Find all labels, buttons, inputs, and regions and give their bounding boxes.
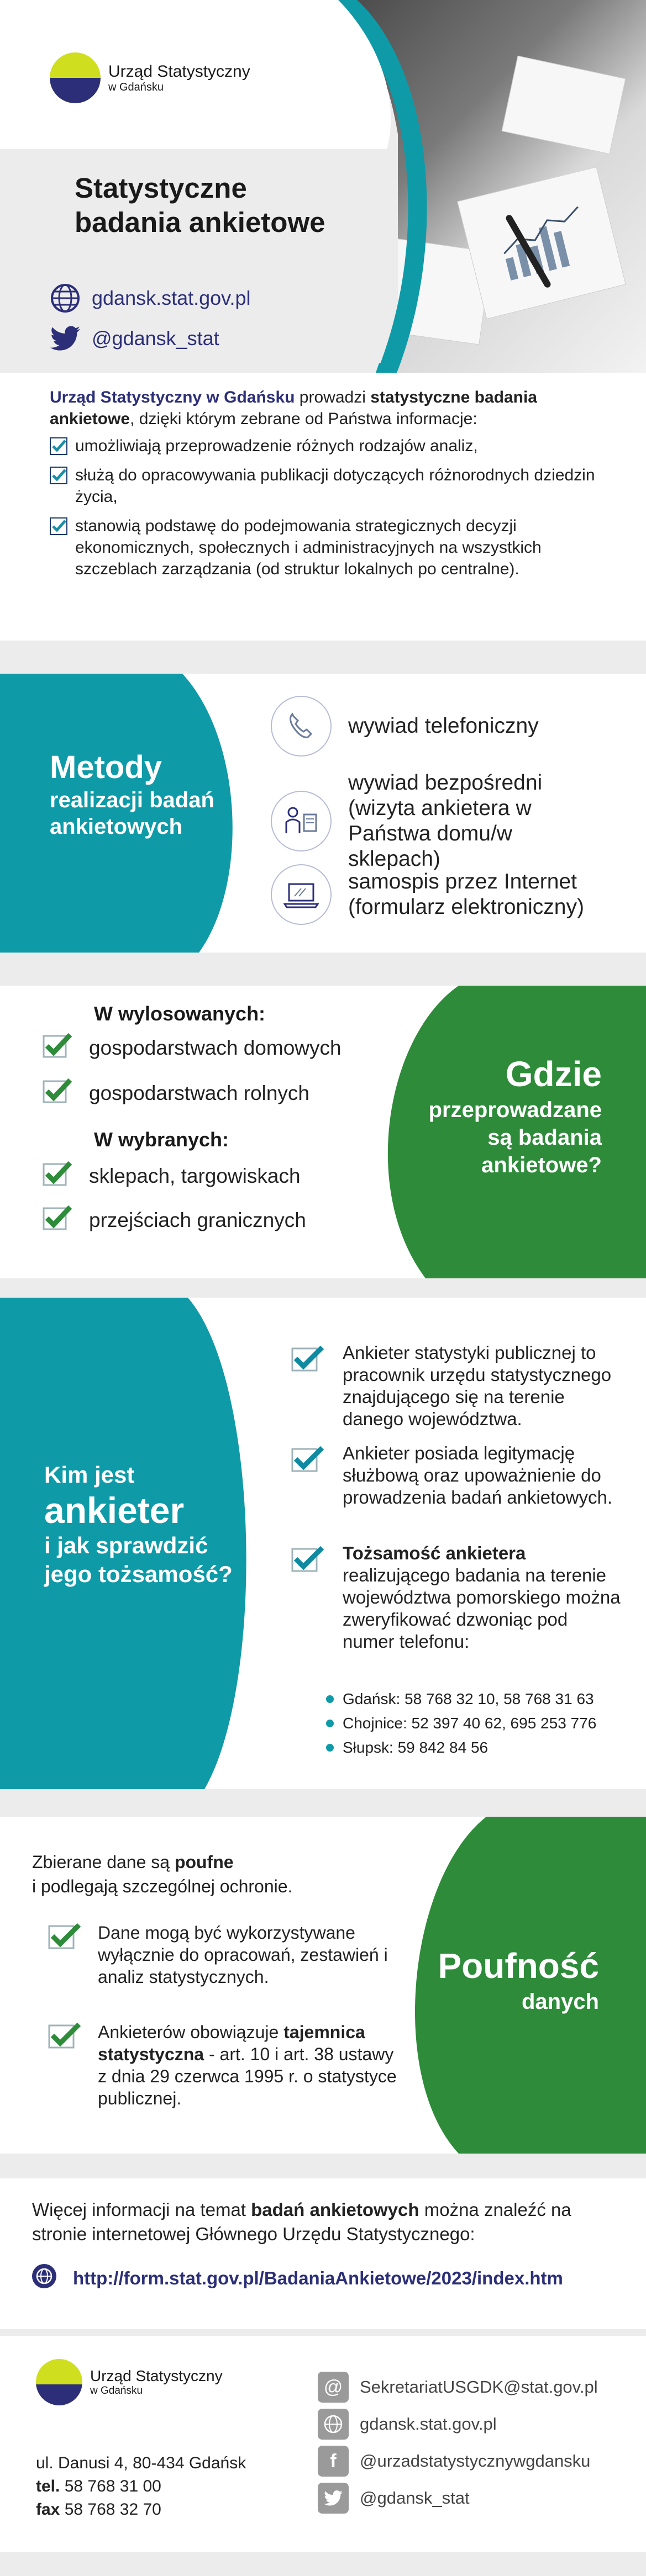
confidential-title-line2: danych bbox=[521, 1990, 599, 2014]
footer-website-link[interactable] bbox=[318, 2409, 497, 2440]
conf-item-text: Dane mogą być wykorzystywane wyłącznie do opracowań, zestawień i analiz statystycznych. bbox=[98, 1923, 388, 1987]
footer-twitter-link[interactable] bbox=[318, 2483, 470, 2514]
where-title-line4: ankietowe? bbox=[481, 1153, 602, 1177]
list-item bbox=[41, 1032, 342, 1064]
globe-icon bbox=[318, 2409, 349, 2440]
intro-list bbox=[50, 435, 613, 580]
intro-lead bbox=[50, 387, 613, 430]
interviewer-icon bbox=[271, 791, 332, 851]
intro-item-text: umożliwiają przeprowadzenie różnych rodzajów analiz, bbox=[75, 437, 478, 455]
conf-item-text: Ankieterów obowiązuje bbox=[98, 2022, 284, 2042]
methods-section bbox=[0, 674, 646, 953]
list-item bbox=[47, 2021, 401, 2109]
fax-number: 58 768 32 70 bbox=[60, 2500, 161, 2519]
who-title bbox=[44, 1461, 233, 1589]
who-title-line4: jego tożsamość? bbox=[44, 1561, 233, 1587]
method-item bbox=[271, 864, 608, 925]
divider bbox=[0, 2154, 646, 2178]
logo-mark-icon bbox=[50, 52, 101, 103]
more-text1: Więcej informacji na temat bbox=[32, 2199, 251, 2220]
list-item bbox=[41, 1204, 306, 1236]
phone-list-item: Słupsk: 59 842 84 56 bbox=[326, 1736, 596, 1760]
list-item bbox=[290, 1542, 622, 1653]
title-line2: badania ankietowe bbox=[75, 207, 325, 238]
intro-text2: , dzięki którym zebrane od Państwa informacje: bbox=[130, 410, 477, 428]
where-title-big: Gdzie bbox=[505, 1054, 602, 1094]
footer-email-link[interactable] bbox=[318, 2372, 598, 2403]
hero-twitter-link[interactable] bbox=[50, 323, 219, 354]
method-item bbox=[271, 770, 608, 872]
list-item bbox=[50, 435, 613, 457]
checkmark-icon bbox=[50, 437, 67, 461]
footer-logo-line2: w Gdańsku bbox=[90, 2385, 143, 2397]
footer-website-text: gdansk.stat.gov.pl bbox=[360, 2414, 497, 2434]
who-item-text: Ankieter posiada legitymację służbową oraz upoważnienie do prowadzenia badań ankietowych. bbox=[343, 1443, 612, 1507]
conf-lead-bold: poufne bbox=[174, 1852, 234, 1872]
header-logo bbox=[50, 52, 250, 103]
confidential-section bbox=[0, 1817, 646, 2154]
checkmark-icon bbox=[47, 1922, 82, 1955]
where-title-line3: są badania bbox=[487, 1125, 602, 1150]
method-label: wywiad bezpośredni (wizyta ankietera w Państwa domu/w sklepach) bbox=[348, 771, 543, 871]
tel-label: tel. bbox=[36, 2477, 60, 2495]
checkmark-icon bbox=[41, 1032, 73, 1064]
checkmark-icon bbox=[41, 1204, 73, 1236]
who-title-big: ankieter bbox=[44, 1490, 185, 1531]
where-heading-drawn: W wybranych: bbox=[94, 1128, 229, 1151]
who-item-text: Ankieter statystyki publicznej to pracownik urzędu statystycznego znajdującego się na terenie danego województwa. bbox=[343, 1342, 612, 1429]
where-title bbox=[429, 1052, 602, 1179]
list-item bbox=[290, 1442, 622, 1509]
checkmark-icon bbox=[41, 1077, 73, 1109]
twitter-icon bbox=[318, 2483, 349, 2514]
intro-item-text: stanowią podstawę do podejmowania strategicznych decyzji ekonomicznych, społecznych i administracyjnych na wszystkich szczeblach zarządzania (od struktur lokalnych po centralne). bbox=[75, 517, 542, 578]
where-title-line2: przeprowadzane bbox=[428, 1098, 602, 1122]
page-title bbox=[75, 171, 325, 240]
footer-twitter-text: @gdansk_stat bbox=[360, 2488, 470, 2508]
conf-item-text2: - art. 10 i art. 38 ustawy z dnia 29 czerwca 1995 r. o statystyce publicznej. bbox=[98, 2044, 397, 2108]
list-item bbox=[41, 1160, 301, 1192]
list-item bbox=[290, 1342, 622, 1430]
hero-website-text: gdansk.stat.gov.pl bbox=[92, 287, 251, 309]
title-line1: Statystyczne bbox=[75, 172, 247, 204]
conf-lead-text1: Zbierane dane są bbox=[32, 1852, 175, 1872]
footer-facebook-text: @urzadstatystycznywgdansku bbox=[360, 2451, 591, 2471]
where-heading-drawn: W wylosowanych: bbox=[94, 1002, 266, 1025]
where-item-text: gospodarstwach domowych bbox=[89, 1036, 342, 1059]
divider bbox=[0, 641, 646, 674]
intro-brand: Urząd Statystyczny w Gdańsku bbox=[50, 388, 295, 406]
intro-bold: statystyczne badania ankietowe bbox=[50, 388, 537, 428]
more-text2: można znaleźć na stronie internetowej Głównego Urzędu Statystycznego: bbox=[32, 2199, 571, 2244]
address-text: ul. Danusi 4, 80-434 Gdańsk bbox=[36, 2454, 246, 2472]
tel-number: 58 768 31 00 bbox=[60, 2477, 161, 2495]
methods-title bbox=[50, 748, 214, 840]
checkmark-icon bbox=[50, 517, 67, 541]
confidential-title bbox=[438, 1944, 599, 2016]
where-item-text: sklepach, targowiskach bbox=[89, 1164, 301, 1187]
at-icon: @ bbox=[318, 2372, 349, 2403]
phone-list-item: Chojnice: 52 397 40 62, 695 253 776 bbox=[326, 1711, 596, 1736]
footer-logo bbox=[36, 2359, 223, 2405]
globe-icon bbox=[50, 283, 81, 314]
checkmark-icon bbox=[290, 1445, 325, 1478]
method-label: samospis przez Internet (formularz elektroniczny) bbox=[348, 870, 584, 919]
hero-twitter-text: @gdansk_stat bbox=[92, 327, 219, 350]
survey-link-text: http://form.stat.gov.pl/BadaniaAnkietowe/2023/index.htm bbox=[73, 2268, 563, 2288]
facebook-icon: f bbox=[318, 2446, 349, 2477]
footer-logo-line1: Urząd Statystyczny bbox=[90, 2367, 223, 2384]
checkmark-icon bbox=[290, 1344, 325, 1378]
globe-icon bbox=[32, 2264, 56, 2293]
conf-lead-text2: i podlegają szczególnej ochronie. bbox=[32, 1876, 293, 1896]
intro-section bbox=[50, 387, 613, 588]
divider bbox=[0, 1789, 646, 1817]
conf-item-bold: tajemnica statystyczna bbox=[98, 2022, 365, 2064]
checkmark-icon bbox=[41, 1160, 73, 1192]
phone-list bbox=[326, 1687, 596, 1760]
phone-list-item: Gdańsk: 58 768 32 10, 58 768 31 63 bbox=[326, 1687, 596, 1711]
where-item-text: przejściach granicznych bbox=[89, 1208, 306, 1231]
list-item bbox=[41, 1077, 309, 1109]
checkmark-icon bbox=[47, 2021, 82, 2055]
who-title-line3: i jak sprawdzić bbox=[44, 1532, 208, 1558]
list-item bbox=[50, 515, 613, 580]
more-bold: badań ankietowych bbox=[251, 2199, 419, 2220]
hero-section bbox=[0, 0, 646, 373]
logo-line1: Urząd Statystyczny bbox=[108, 62, 250, 81]
intro-text1: prowadzi bbox=[295, 388, 371, 406]
laptop-icon bbox=[271, 864, 332, 925]
fax-label: fax bbox=[36, 2500, 60, 2519]
footer-address bbox=[36, 2452, 246, 2521]
survey-link[interactable] bbox=[32, 2264, 563, 2293]
who-item-bold: Tożsamość ankietera bbox=[343, 1543, 526, 1563]
divider bbox=[0, 953, 646, 986]
methods-title-line3: ankietowych bbox=[50, 814, 183, 839]
phone-icon bbox=[271, 696, 332, 757]
logo-line2: w Gdańsku bbox=[108, 81, 164, 93]
confidential-lead bbox=[32, 1850, 292, 1898]
methods-title-big: Metody bbox=[50, 749, 162, 785]
method-item bbox=[271, 696, 539, 757]
checkmark-icon bbox=[50, 467, 67, 490]
list-item bbox=[47, 1922, 401, 1988]
logo-mark-icon bbox=[36, 2359, 82, 2405]
who-item-text: realizującego badania na terenie województwa pomorskiego można zweryfikować dzwoniąc pod numer telefonu: bbox=[343, 1565, 621, 1652]
list-item bbox=[50, 464, 613, 507]
more-info-text bbox=[32, 2198, 618, 2246]
footer-facebook-link[interactable] bbox=[318, 2446, 590, 2477]
twitter-icon bbox=[50, 323, 81, 354]
who-title-line1: Kim jest bbox=[44, 1462, 135, 1488]
method-label: wywiad telefoniczny bbox=[348, 714, 539, 738]
methods-title-line2: realizacji badań bbox=[50, 788, 214, 812]
checkmark-icon bbox=[290, 1544, 325, 1578]
footer-bottom-band bbox=[0, 2552, 646, 2576]
confidential-title-big: Poufność bbox=[438, 1946, 599, 1986]
footer-email-text: SekretariatUSGDK@stat.gov.pl bbox=[360, 2377, 598, 2397]
divider bbox=[0, 1278, 646, 1298]
where-item-text: gospodarstwach rolnych bbox=[89, 1081, 309, 1104]
intro-item-text: służą do opracowywania publikacji dotyczących różnorodnych dziedzin życia, bbox=[75, 466, 595, 506]
hero-website-link[interactable] bbox=[50, 283, 251, 314]
